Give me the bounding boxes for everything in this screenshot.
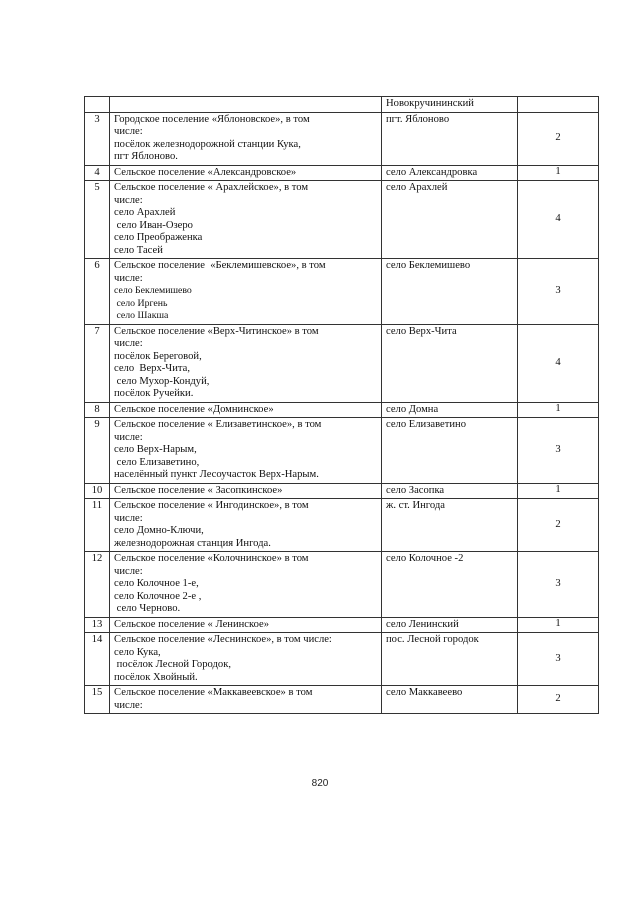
administrative-center-cell: село Засопка bbox=[382, 483, 518, 499]
table-row bbox=[85, 499, 599, 552]
count-cell: 1 bbox=[518, 617, 599, 633]
table-row bbox=[85, 165, 599, 181]
table-row bbox=[85, 324, 599, 402]
administrative-center-cell: пгт. Яблоново bbox=[382, 112, 518, 165]
administrative-center-cell: село Ленинский bbox=[382, 617, 518, 633]
settlement-name-cell bbox=[110, 483, 382, 499]
settlement-name-cell bbox=[110, 633, 382, 686]
settlement-name-line: Сельское поселение « Арахлейское», в том bbox=[114, 182, 309, 193]
settlement-name-line: село Верх-Чита, bbox=[114, 363, 190, 374]
count-cell: 1 bbox=[518, 165, 599, 181]
table-row bbox=[85, 418, 599, 484]
administrative-center-cell: село Арахлей bbox=[382, 181, 518, 259]
administrative-center-cell: село Колочное -2 bbox=[382, 552, 518, 618]
row-number: 15 bbox=[85, 686, 110, 714]
settlement-name-line: пгт Яблоново. bbox=[114, 151, 178, 162]
districts-table bbox=[84, 96, 599, 714]
settlement-name-line: посёлок Лесной Городок, bbox=[114, 659, 231, 670]
settlement-name-line: Сельское поселение «Александровское» bbox=[114, 166, 297, 178]
settlement-name-line: населённый пункт Лесоучасток Верх-Нарым. bbox=[114, 469, 319, 480]
settlement-name-line: село Иван-Озеро bbox=[114, 219, 193, 231]
settlement-name-cell bbox=[110, 686, 382, 714]
settlement-name-line: посёлок железнодорожной станции Кука, bbox=[114, 138, 301, 150]
settlement-name-line: Сельское поселение «Колочнинское» в том bbox=[114, 553, 309, 564]
settlement-name-line: село Преображенка bbox=[114, 232, 203, 243]
settlement-name-line: Сельское поселение «Верх-Читинское» в том bbox=[114, 325, 319, 337]
count-cell: 3 bbox=[518, 259, 599, 325]
settlement-name-line: Сельское поселение « Елизаветинское», в том bbox=[114, 419, 322, 430]
administrative-center-cell: ж. ст. Ингода bbox=[382, 499, 518, 552]
row-number: 3 bbox=[85, 112, 110, 165]
count-cell: 2 bbox=[518, 112, 599, 165]
settlement-name-line: железнодорожная станция Ингода. bbox=[114, 537, 271, 549]
table-row bbox=[85, 633, 599, 686]
settlement-name-cell bbox=[110, 499, 382, 552]
settlement-name-line: село Беклемишево bbox=[114, 285, 192, 296]
row-number: 6 bbox=[85, 259, 110, 325]
settlement-name-cell bbox=[110, 181, 382, 259]
row-number: 12 bbox=[85, 552, 110, 618]
settlement-name-line: село Тасей bbox=[114, 244, 163, 256]
table-row bbox=[85, 112, 599, 165]
settlement-name-cell bbox=[110, 418, 382, 484]
count-cell: 3 bbox=[518, 633, 599, 686]
table-row bbox=[85, 552, 599, 618]
administrative-center-cell: село Верх-Чита bbox=[382, 324, 518, 402]
count-cell: 1 bbox=[518, 483, 599, 499]
table-row bbox=[85, 97, 599, 113]
settlement-name-line: село Шакша bbox=[114, 310, 169, 321]
settlement-name-line: село Арахлей bbox=[114, 207, 176, 218]
table-row bbox=[85, 181, 599, 259]
settlement-name-cell bbox=[110, 552, 382, 618]
settlement-name-line: числе: bbox=[114, 512, 143, 524]
settlement-name-line: село Иргень bbox=[114, 297, 168, 309]
settlement-name-line: село Елизаветино, bbox=[114, 456, 200, 468]
table-row bbox=[85, 483, 599, 499]
count-cell: 3 bbox=[518, 418, 599, 484]
settlement-name-line: Сельское поселение « Засопкинское» bbox=[114, 484, 283, 496]
settlement-name-cell bbox=[110, 402, 382, 418]
settlement-name-line: Сельское поселение «Беклемишевское», в том bbox=[114, 260, 326, 271]
settlement-name-line: числе: bbox=[114, 431, 143, 443]
row-number: 9 bbox=[85, 418, 110, 484]
row-number: 5 bbox=[85, 181, 110, 259]
administrative-center-cell: Новокручининский bbox=[382, 97, 518, 113]
count-cell: 2 bbox=[518, 499, 599, 552]
settlement-name-line: числе: bbox=[114, 338, 143, 349]
settlement-name-line: числе: bbox=[114, 565, 143, 577]
row-number: 7 bbox=[85, 324, 110, 402]
settlement-name-line: числе: bbox=[114, 194, 143, 206]
administrative-center-cell: село Беклемишево bbox=[382, 259, 518, 325]
row-number: 8 bbox=[85, 402, 110, 418]
row-number: 10 bbox=[85, 483, 110, 499]
settlement-name-line: Сельское поселение «Домнинское» bbox=[114, 403, 274, 415]
settlement-name-line: село Домно-Ключи, bbox=[114, 525, 204, 536]
count-cell bbox=[518, 97, 599, 113]
settlement-name-line: село Черново. bbox=[114, 603, 181, 614]
settlement-name-cell bbox=[110, 97, 382, 113]
settlement-name-cell bbox=[110, 259, 382, 325]
settlement-name-line: село Верх-Нарым, bbox=[114, 444, 197, 455]
count-cell: 2 bbox=[518, 686, 599, 714]
settlement-name-line: Сельское поселение «Маккавеевское» в том bbox=[114, 687, 313, 698]
settlement-name-line: посёлок Береговой, bbox=[114, 350, 202, 362]
administrative-center-cell: село Елизаветино bbox=[382, 418, 518, 484]
settlement-name-line: посёлок Хвойный. bbox=[114, 671, 198, 683]
administrative-center-cell: село Домна bbox=[382, 402, 518, 418]
table-row bbox=[85, 617, 599, 633]
row-number: 11 bbox=[85, 499, 110, 552]
settlement-name-line: посёлок Ручейки. bbox=[114, 388, 194, 399]
settlement-name-line: село Колочное 1-е, bbox=[114, 578, 199, 589]
administrative-center-cell: пос. Лесной городок bbox=[382, 633, 518, 686]
settlement-name-line: Городское поселение «Яблоновское», в том bbox=[114, 113, 310, 125]
count-cell: 4 bbox=[518, 324, 599, 402]
table-row bbox=[85, 402, 599, 418]
row-number bbox=[85, 97, 110, 113]
table-row bbox=[85, 259, 599, 325]
table-row bbox=[85, 686, 599, 714]
row-number: 4 bbox=[85, 165, 110, 181]
settlement-name-line: Сельское поселение «Леснинское», в том числе: bbox=[114, 634, 332, 645]
administrative-center-cell: село Маккавеево bbox=[382, 686, 518, 714]
settlement-name-cell bbox=[110, 112, 382, 165]
settlement-name-cell bbox=[110, 165, 382, 181]
row-number: 13 bbox=[85, 617, 110, 633]
settlement-name-line: село Мухор-Кондуй, bbox=[114, 375, 210, 387]
settlement-name-cell bbox=[110, 617, 382, 633]
count-cell: 3 bbox=[518, 552, 599, 618]
count-cell: 4 bbox=[518, 181, 599, 259]
settlement-name-line: числе: bbox=[114, 126, 143, 137]
settlement-name-line: село Кука, bbox=[114, 646, 161, 658]
districts-table-body bbox=[85, 97, 599, 714]
page-number: 820 bbox=[311, 778, 329, 789]
administrative-center-cell: село Александровка bbox=[382, 165, 518, 181]
settlement-name-cell bbox=[110, 324, 382, 402]
settlement-name-line: числе: bbox=[114, 699, 143, 711]
settlement-name-line: числе: bbox=[114, 272, 143, 284]
count-cell: 1 bbox=[518, 402, 599, 418]
settlement-name-line: Сельское поселение « Ленинское» bbox=[114, 618, 270, 630]
settlement-name-line: село Колочное 2-е , bbox=[114, 590, 202, 602]
row-number: 14 bbox=[85, 633, 110, 686]
settlement-name-line: Сельское поселение « Ингодинское», в том bbox=[114, 500, 309, 511]
